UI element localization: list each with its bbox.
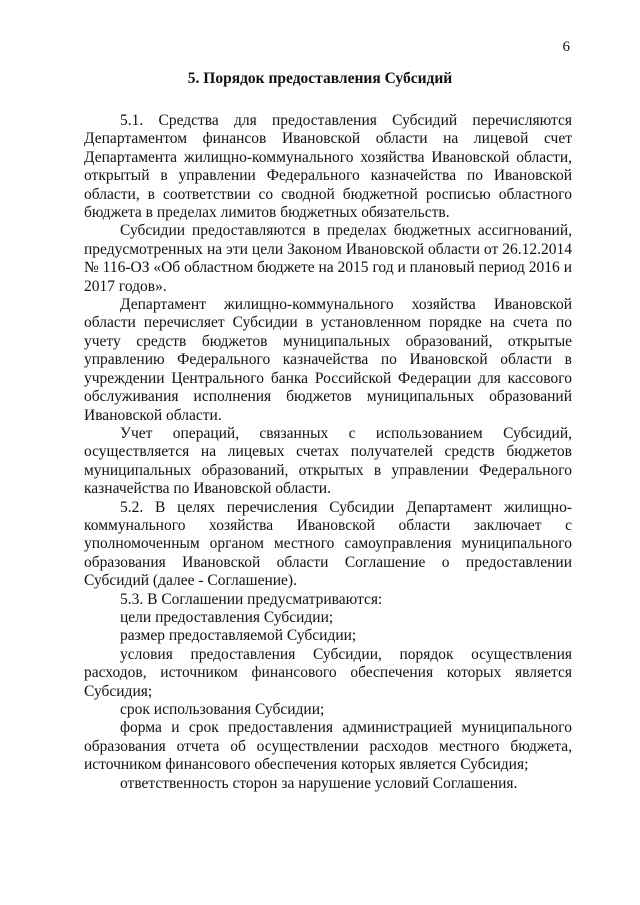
document-body [84,112,572,793]
paragraph-accounting: Учет операций, связанных с использованием Субсидий, осуществляется на лицевых счетах получателей средств бюджетов муниципальных образований, открытых в управлении Федерального казначейства по Ивановской области. [84,424,572,498]
list-item-term: срок использования Субсидии; [120,701,325,718]
list-item-liability: ответственность сторон за нарушение условий Соглашения. [120,774,518,792]
paragraph-transfer-accounts: Департамент жилищно-коммунального хозяйства Ивановской области перечисляет Субсидии в установленном порядке на счета по учету средств бюджетов муниципальных образований, открытые управлению Федерального казначейства по Ивановской области в учреждении Центрального банка Российской Федерации для кассового обслуживания исполнения бюджетов муниципальных образований Ивановской области. [84,296,572,424]
list-item-report: форма и срок предоставления администрацией муниципального образования отчета об осуществлении расходов местного бюджета, источником финансового обеспечения которых является Субсидия; [84,719,572,774]
section-title: 5. Порядок предоставления Субсидий [187,70,453,87]
page-number: 6 [562,39,570,55]
paragraph-budget-allocations: Субсидии предоставляются в пределах бюджетных ассигнований, предусмотренных на эти цели Законом Ивановской области от 26.12.2014 № 116-ОЗ «Об областном бюджете на 2015 год и плановый период 2016 и 2017 годов». [84,222,572,295]
list-item-purpose: цели предоставления Субсидии; [120,608,334,626]
paragraph-5-2: 5.2. В целях перечисления Субсидии Департамент жилищно-коммунального хозяйства Ивановской области заключает с уполномоченным органом местного самоуправления муниципального образования Ивановской области Соглашение о предоставлении Субсидий (далее - Соглашение). [84,498,572,590]
paragraph-5-1: 5.1. Средства для предоставления Субсидий перечисляются Департаментом финансов Ивановской области на лицевой счет Департамента жилищно-коммунального хозяйства Ивановской области, открытый в управлении Федерального казначейства по Ивановской области, в соответствии со сводной бюджетной росписью областного бюджета в пределах лимитов бюджетных обязательств. [84,112,572,222]
list-item-amount: размер предоставляемой Субсидии; [120,627,357,645]
list-item-conditions: условия предоставления Субсидии, порядок осуществления расходов, источником финансового обеспечения которых является Субсидия; [84,645,572,700]
paragraph-5-3: 5.3. В Соглашении предусматриваются: [120,590,383,608]
